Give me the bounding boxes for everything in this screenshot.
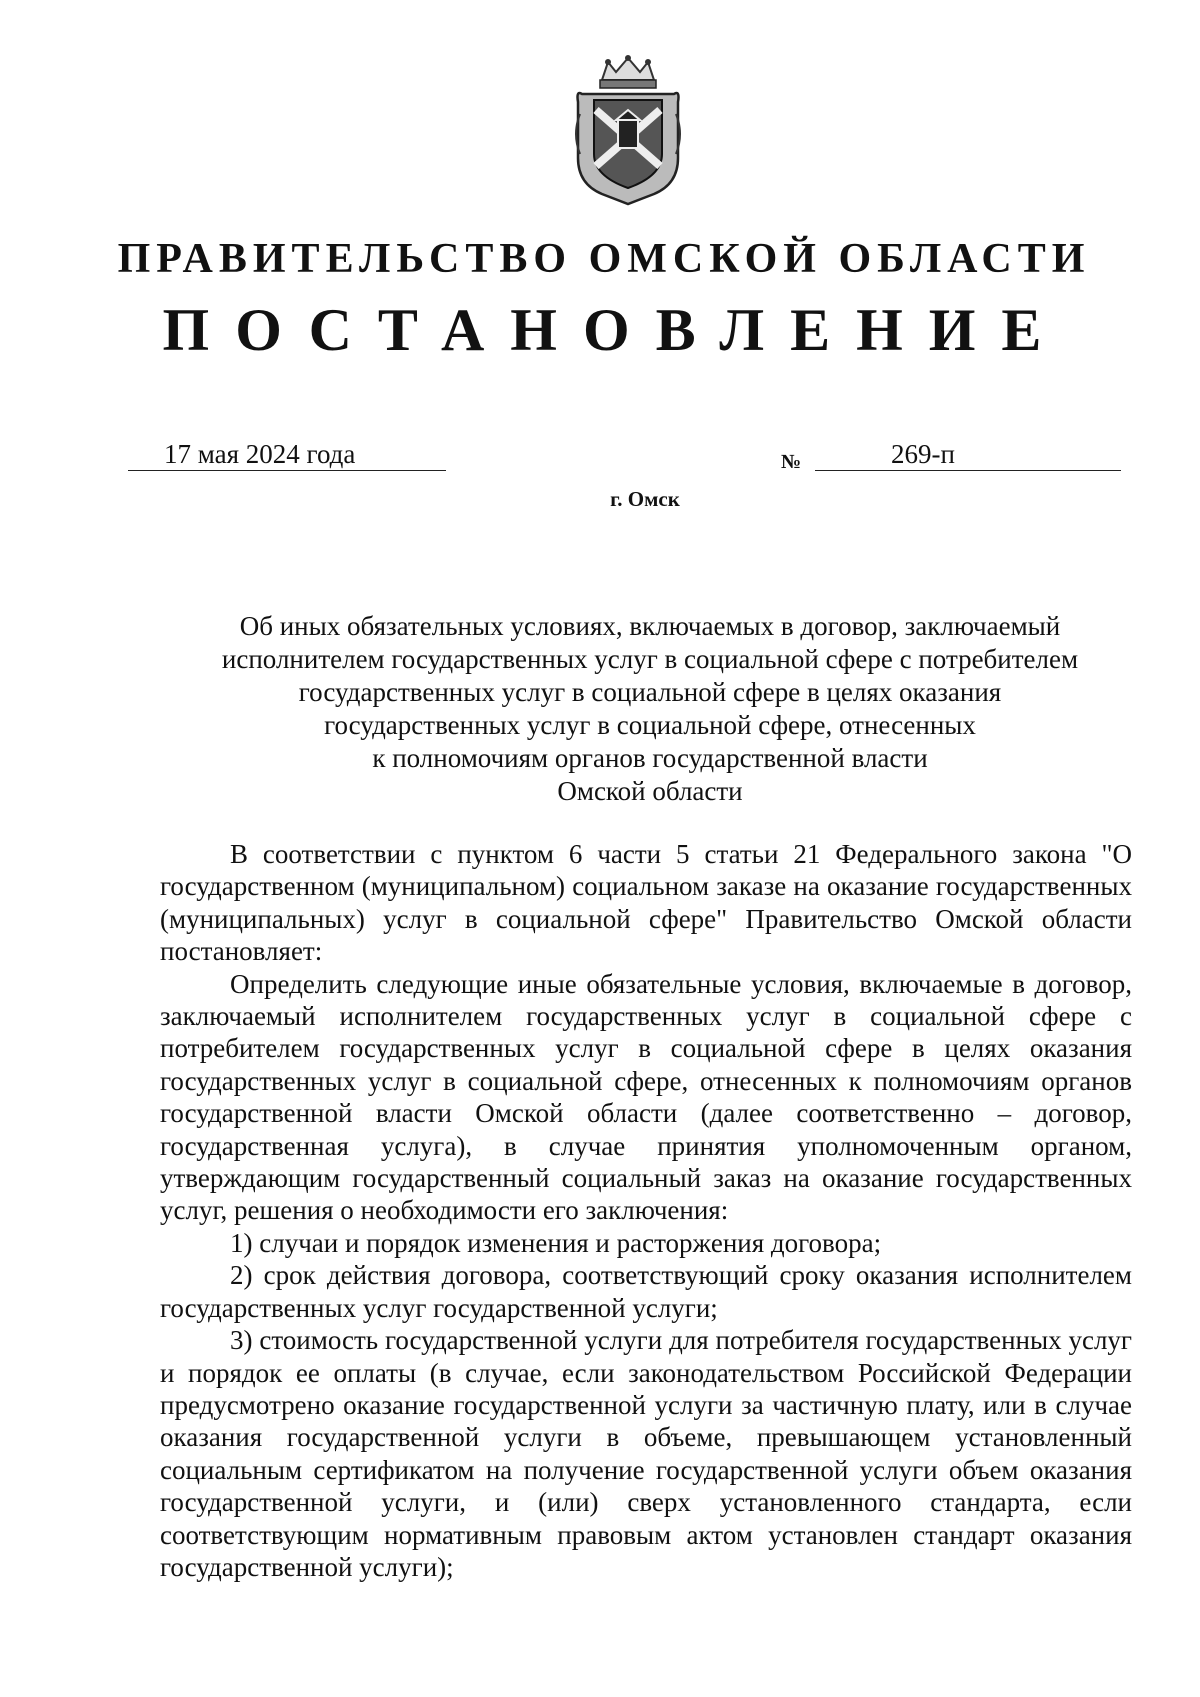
document-body — [160, 838, 1132, 1583]
list-item: 1) случаи и порядок изменения и расторжения договора; — [230, 1227, 882, 1258]
subject-line: государственных услуг в социальной сфере в целях оказания — [298, 677, 1002, 707]
document-number: 269-п — [815, 438, 1121, 471]
document-date: 17 мая 2024 года — [128, 438, 446, 471]
preamble-paragraph: В соответствии с пунктом 6 части 5 статьи 21 Федерального закона "О государственном (муниципальном) социальном заказе на оказание государственных (муниципальных) услуг в социальной сфере" Правительство Омской области постановляет: — [160, 839, 1132, 967]
list-item: 3) стоимость государственной услуги для потребителя государственных услуг и порядок ее оплаты (в случае, если законодательством Российской Федерации предусмотрено оказание государственной услуги за частичную плату, или в случае оказания государственной услуги в объеме, превышающем установленный социальным сертификатом на получение государственной услуги объем оказания государственной услуги, и (или) сверх установленного стандарта, если соответствующим нормативным правовым актом установлен стандарт оказания государственной услуги); — [160, 1325, 1132, 1582]
government-title: ПРАВИТЕЛЬСТВО ОМСКОЙ ОБЛАСТИ — [117, 236, 1091, 282]
resolution-paragraph: Определить следующие иные обязательные условия, включаемые в договор, заключаемый исполнителем государственных услуг в социальной сфере с потребителем государственных услуг в социальной сфере в целях оказания государственных услуг в социальной сфере, отнесенных к полномочиям органов государственной власти Омской области (далее соответственно – договор, государственная услуга), в случае принятия уполномоченным органом, утверждающим государственный социальный заказ на оказание государственных услуг, решения о необходимости его заключения: — [160, 968, 1132, 1226]
number-sign: № — [781, 451, 802, 473]
document-subject — [160, 610, 1140, 808]
subject-line: к полномочиям органов государственной власти — [372, 743, 928, 773]
document-city: г. Омск — [610, 487, 680, 511]
subject-line: исполнителем государственных услуг в социальной сфере с потребителем — [221, 644, 1079, 674]
subject-line: Омской области — [557, 776, 743, 806]
document-type: ПОСТАНОВЛЕНИЕ — [162, 297, 1068, 363]
subject-line: Об иных обязательных условиях, включаемых в договор, заключаемый — [239, 611, 1061, 641]
list-item: 2) срок действия договора, соответствующий сроку оказания исполнителем государственных услуг государственной услуги; — [160, 1260, 1132, 1323]
coat-of-arms-icon — [572, 54, 684, 206]
subject-line: государственных услуг в социальной сфере, отнесенных — [324, 710, 976, 740]
